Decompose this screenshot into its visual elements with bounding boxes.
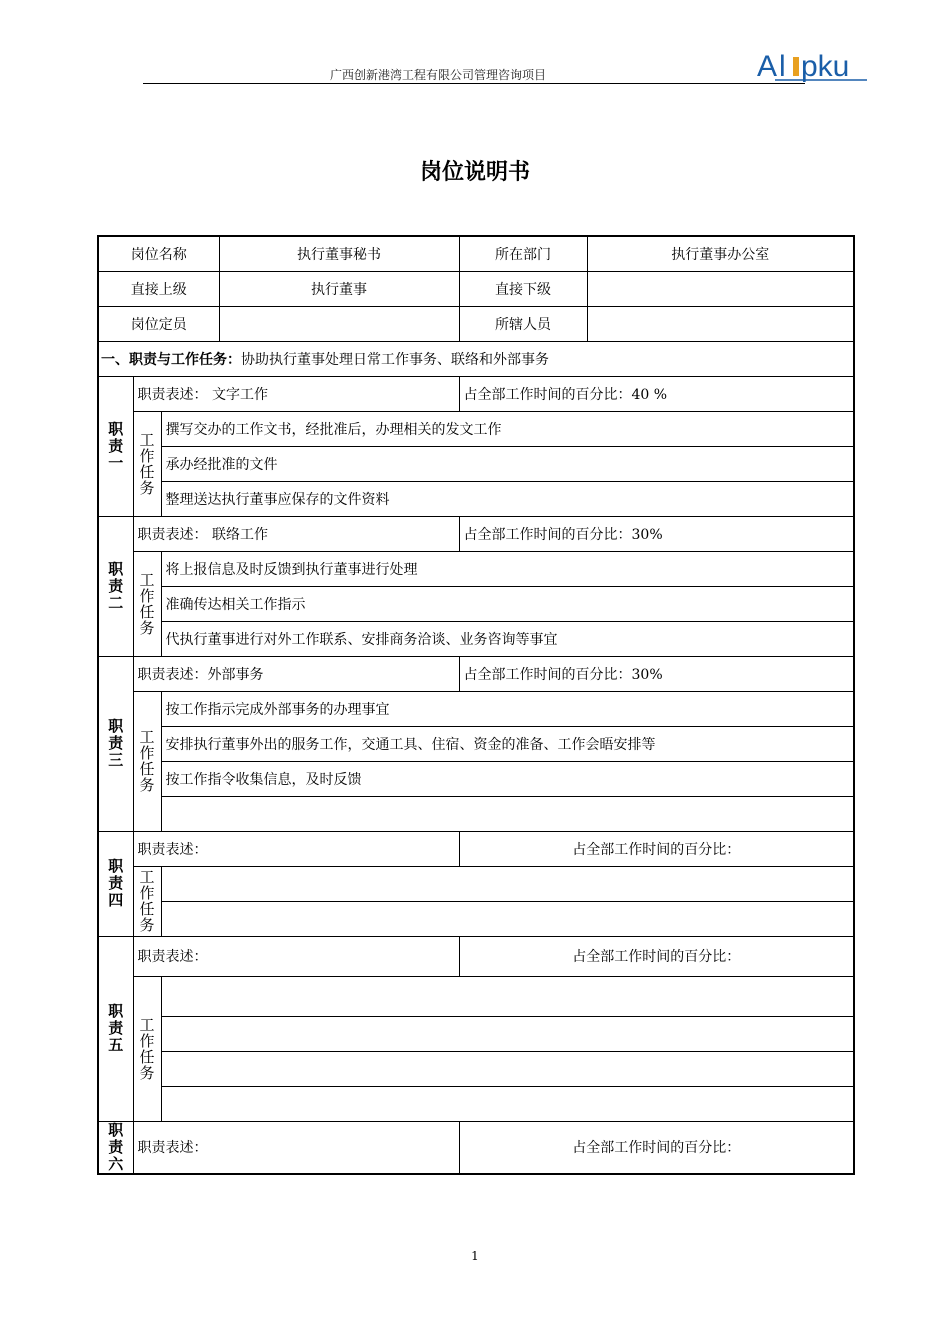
- duty-4-task-1: [161, 866, 854, 901]
- page-number: 1: [471, 1249, 479, 1263]
- duty-3-task-2: 安排执行董事外出的服务工作，交通工具、住宿、资金的准备、工作会晤安排等: [161, 726, 854, 761]
- section-title: 一、职责与工作任务：: [101, 351, 241, 368]
- duty-6-pct: 占全部工作时间的百分比：: [459, 1121, 854, 1174]
- duty-1-label: 职 责 一: [98, 376, 133, 516]
- logo-letter-a: A: [757, 50, 778, 82]
- duty-2-task-row: [98, 551, 854, 586]
- superior-value: 执行董事: [219, 271, 459, 306]
- logo-letters-pku: pku: [801, 50, 850, 82]
- duty-4-label: 职 责 四: [98, 831, 133, 936]
- position-value: 执行董事秘书: [219, 236, 459, 271]
- duty-3-task-label: 工 作 任 务: [133, 691, 161, 831]
- header-project-title: 广西创新港湾工程有限公司管理咨询项目: [330, 68, 547, 82]
- duty-3-task-4: [161, 796, 854, 831]
- duty-1-task-row: [98, 411, 854, 446]
- header-rule: [143, 83, 805, 84]
- duty-5-task-1: [161, 976, 854, 1016]
- duty-1-desc: 职责表述： 文字工作: [133, 376, 459, 411]
- duty-1-task-row: [98, 481, 854, 516]
- section-summary: 协助执行董事处理日常工作事务、联络和外部事务: [241, 351, 549, 368]
- duty-5-task-row: [98, 1051, 854, 1086]
- duty-3-task-row: [98, 691, 854, 726]
- headcount-label: 岗位定员: [98, 306, 219, 341]
- staff-value: [587, 306, 854, 341]
- superior-label: 直接上级: [98, 271, 219, 306]
- duty-3-task-row: [98, 796, 854, 831]
- subordinate-label: 直接下级: [459, 271, 587, 306]
- duty-1-task-2: 承办经批准的文件: [161, 446, 854, 481]
- duty-3-desc: 职责表述：外部事务: [133, 656, 459, 691]
- duty-3-task-3: 按工作指令收集信息，及时反馈: [161, 761, 854, 796]
- headcount-value: [219, 306, 459, 341]
- duty-2-task-1: 将上报信息及时反馈到执行董事进行处理: [161, 551, 854, 586]
- duty-3-desc-row: [98, 656, 854, 691]
- duty-4-pct: 占全部工作时间的百分比：: [459, 831, 854, 866]
- duty-1-task-row: [98, 446, 854, 481]
- duty-4-desc: 职责表述：: [133, 831, 459, 866]
- duty-5-task-2: [161, 1016, 854, 1051]
- duty-1-task-1: 撰写交办的工作文书，经批准后，办理相关的发文工作: [161, 411, 854, 446]
- duty-2-task-2: 准确传达相关工作指示: [161, 586, 854, 621]
- duty-5-task-label: 工 作 任 务: [133, 976, 161, 1121]
- duty-5-task-4: [161, 1086, 854, 1121]
- duty-1-pct: 占全部工作时间的百分比：40 %: [459, 376, 854, 411]
- duty-4-desc-row: [98, 831, 854, 866]
- duty-4-task-label: 工 作 任 务: [133, 866, 161, 936]
- duty-2-task-label: 工 作 任 务: [133, 551, 161, 656]
- duty-2-task-row: [98, 621, 854, 656]
- position-label: 岗位名称: [98, 236, 219, 271]
- document-title: 岗位说明书: [419, 160, 530, 185]
- duty-3-label: 职 责 三: [98, 656, 133, 831]
- duty-3-task-row: [98, 761, 854, 796]
- job-description-table: [97, 235, 855, 1175]
- duty-5-task-row: [98, 1086, 854, 1121]
- info-row-position: [98, 236, 854, 271]
- duty-4-task-row: [98, 901, 854, 936]
- duty-2-task-3: 代执行董事进行对外工作联系、安排商务洽谈、业务咨询等事宜: [161, 621, 854, 656]
- duty-6-label: 职 责 六: [98, 1121, 133, 1174]
- dept-value: 执行董事办公室: [587, 236, 854, 271]
- logo-letter-l: l: [779, 50, 786, 82]
- duty-5-label: 职 责 五: [98, 936, 133, 1121]
- duty-4-task-2: [161, 901, 854, 936]
- duty-5-task-row: [98, 1016, 854, 1051]
- info-row-superior: [98, 271, 854, 306]
- duty-2-desc-row: [98, 516, 854, 551]
- info-row-headcount: [98, 306, 854, 341]
- logo-accent-bar: [793, 57, 799, 76]
- duty-1-task-label: 工 作 任 务: [133, 411, 161, 516]
- staff-label: 所辖人员: [459, 306, 587, 341]
- dept-label: 所在部门: [459, 236, 587, 271]
- duty-2-desc: 职责表述： 联络工作: [133, 516, 459, 551]
- duty-5-task-row: [98, 976, 854, 1016]
- duty-3-pct: 占全部工作时间的百分比：30%: [459, 656, 854, 691]
- duty-5-desc-row: [98, 936, 854, 976]
- duty-1-task-3: 整理送达执行董事应保存的文件资料: [161, 481, 854, 516]
- duty-2-label: 职 责 二: [98, 516, 133, 656]
- duty-3-task-1: 按工作指示完成外部事务的办理事宜: [161, 691, 854, 726]
- duty-5-desc: 职责表述：: [133, 936, 459, 976]
- duty-3-task-row: [98, 726, 854, 761]
- section-header-row: [98, 341, 854, 376]
- duty-2-pct: 占全部工作时间的百分比：30%: [459, 516, 854, 551]
- section-header: [98, 341, 854, 376]
- subordinate-value: [587, 271, 854, 306]
- duty-2-task-row: [98, 586, 854, 621]
- duty-6-desc-row: [98, 1121, 854, 1174]
- alpku-logo: [757, 48, 869, 82]
- duty-6-desc: 职责表述：: [133, 1121, 459, 1174]
- duty-1-desc-row: [98, 376, 854, 411]
- duty-4-task-row: [98, 866, 854, 901]
- duty-5-pct: 占全部工作时间的百分比：: [459, 936, 854, 976]
- duty-5-task-3: [161, 1051, 854, 1086]
